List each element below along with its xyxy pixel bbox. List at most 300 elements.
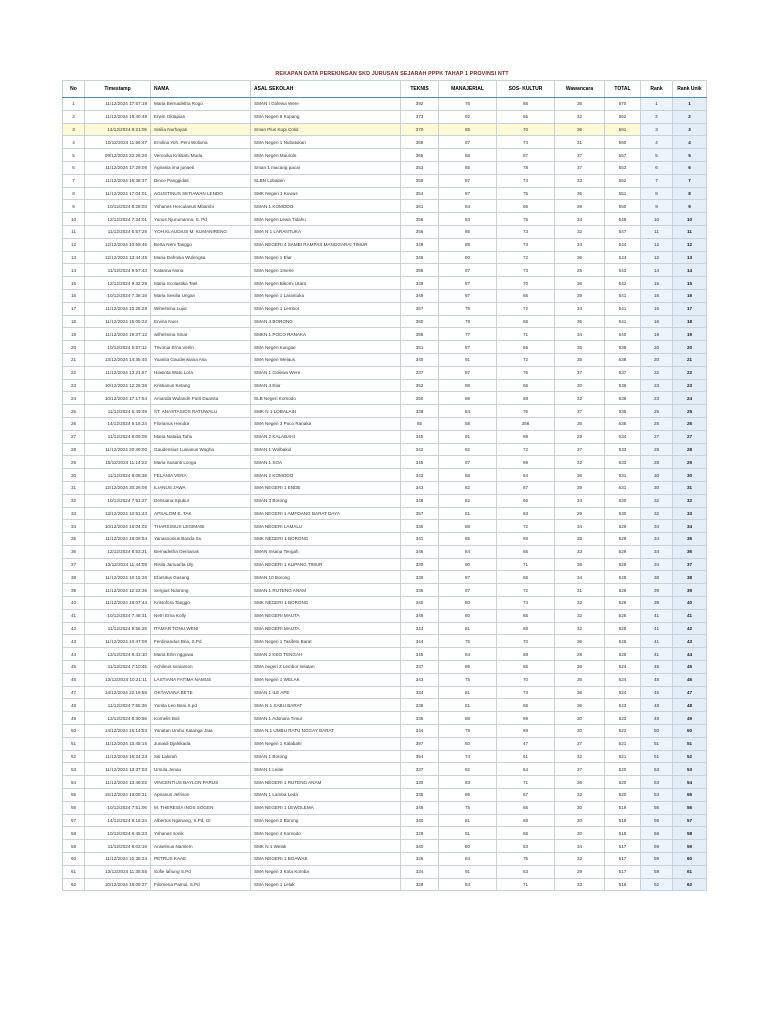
cell-no[interactable]: 18 (63, 315, 85, 328)
cell-teknis[interactable]: 335 (401, 520, 439, 533)
cell-timestamp[interactable]: 13/12/2024 10:21:11 (85, 673, 151, 686)
cell-nama[interactable]: Yunus Njurumanna, S. Pd (151, 213, 251, 226)
cell-asal-sekolah[interactable]: SMK NEGERI 1 BORONG (251, 533, 401, 546)
cell-wawancara[interactable]: 30 (555, 712, 605, 725)
cell-rank-unik[interactable]: 18 (673, 315, 707, 328)
table-row[interactable] (63, 187, 707, 200)
cell-no[interactable]: 29 (63, 456, 85, 469)
cell-nama[interactable]: Wihelmina Lujut (151, 302, 251, 315)
cell-asal-sekolah[interactable]: SMA Negeri 1 WELAK (251, 673, 401, 686)
cell-timestamp[interactable]: 11/12/2024 8:09:09 (85, 430, 151, 443)
cell-teknis[interactable]: 340 (401, 597, 439, 610)
cell-wawancara[interactable]: 38 (555, 558, 605, 571)
cell-nama[interactable]: Florianus Hendra (151, 417, 251, 430)
cell-timestamp[interactable]: 11/12/2024 13:45:15 (85, 737, 151, 750)
cell-asal-sekolah[interactable]: SMA Negeri 1 Larantuka (251, 289, 401, 302)
cell-rank[interactable]: 53 (641, 789, 673, 802)
cell-rank-unik[interactable]: 43 (673, 635, 707, 648)
cell-timestamp[interactable]: 11/12/2024 10:38:24 (85, 853, 151, 866)
cell-asal-sekolah[interactable]: SMAN 1 Lamba Leda (251, 789, 401, 802)
cell-teknis[interactable]: 85 (401, 417, 439, 430)
cell-nama[interactable]: Ervina Nuer (151, 315, 251, 328)
cell-asal-sekolah[interactable]: SMA NEGERI 1 RUTENG ANAM (251, 776, 401, 789)
cell-wawancara[interactable]: 29 (555, 507, 605, 520)
cell-wawancara[interactable]: 32 (555, 110, 605, 123)
cell-rank[interactable]: 38 (641, 571, 673, 584)
cell-rank[interactable]: 30 (641, 481, 673, 494)
cell-sos-kultur[interactable]: 72 (497, 584, 555, 597)
cell-asal-sekolah[interactable]: SMA Negeri 1 Lelak (251, 878, 401, 891)
cell-rank[interactable]: 23 (641, 392, 673, 405)
cell-sos-kultur[interactable]: 72 (497, 251, 555, 264)
cell-nama[interactable]: Yanasnosius Banda Su (151, 533, 251, 546)
cell-timestamp[interactable]: 11/12/2024 16:24:23 (85, 750, 151, 763)
cell-manajerial[interactable]: 87 (439, 341, 497, 354)
cell-manajerial[interactable]: 88 (439, 238, 497, 251)
cell-total[interactable]: 547 (605, 225, 641, 238)
header-no[interactable]: No (63, 81, 85, 98)
cell-rank[interactable]: 39 (641, 597, 673, 610)
cell-manajerial[interactable]: 78 (439, 315, 497, 328)
cell-sos-kultur[interactable]: 73 (497, 238, 555, 251)
cell-wawancara[interactable]: 36 (555, 98, 605, 111)
cell-total[interactable]: 534 (605, 430, 641, 443)
cell-wawancara[interactable]: 27 (555, 737, 605, 750)
cell-no[interactable]: 40 (63, 597, 85, 610)
cell-asal-sekolah[interactable]: SMA Negeri Bikomi Utara (251, 277, 401, 290)
cell-rank[interactable]: 39 (641, 584, 673, 597)
cell-nama[interactable]: Yonatan Umbu Katanga Jata (151, 725, 251, 738)
cell-rank[interactable]: 6 (641, 161, 673, 174)
table-row[interactable] (63, 200, 707, 213)
table-row[interactable] (63, 712, 707, 725)
cell-sos-kultur[interactable]: 68 (497, 622, 555, 635)
table-row[interactable] (63, 328, 707, 341)
cell-teknis[interactable]: 345 (401, 430, 439, 443)
cell-manajerial[interactable]: 81 (439, 507, 497, 520)
cell-manajerial[interactable]: 81 (439, 686, 497, 699)
table-row[interactable] (63, 725, 707, 738)
cell-sos-kultur[interactable]: 68 (497, 827, 555, 840)
cell-teknis[interactable]: 361 (401, 200, 439, 213)
cell-no[interactable]: 34 (63, 520, 85, 533)
cell-manajerial[interactable]: 82 (439, 443, 497, 456)
cell-teknis[interactable]: 349 (401, 289, 439, 302)
cell-wawancara[interactable]: 28 (555, 648, 605, 661)
cell-no[interactable]: 3 (63, 123, 85, 136)
cell-no[interactable]: 27 (63, 430, 85, 443)
cell-asal-sekolah[interactable]: SMA NEGERI 1 KUPANG TIMUR (251, 558, 401, 571)
cell-teknis[interactable]: 341 (401, 533, 439, 546)
cell-total[interactable]: 523 (605, 699, 641, 712)
cell-rank-unik[interactable]: 46 (673, 673, 707, 686)
cell-teknis[interactable]: 337 (401, 763, 439, 776)
cell-wawancara[interactable]: 34 (555, 571, 605, 584)
cell-timestamp[interactable]: 13/12/2024 14:35:40 (85, 353, 151, 366)
cell-rank-unik[interactable]: 57 (673, 814, 707, 827)
table-row[interactable] (63, 238, 707, 251)
cell-sos-kultur[interactable]: 71 (497, 558, 555, 571)
cell-nama[interactable]: wilhelmina Sinar (151, 328, 251, 341)
cell-wawancara[interactable]: 30 (555, 827, 605, 840)
cell-total[interactable]: 524 (605, 661, 641, 674)
cell-total[interactable]: 516 (605, 878, 641, 891)
cell-manajerial[interactable]: 84 (439, 200, 497, 213)
cell-sos-kultur[interactable]: 67 (497, 149, 555, 162)
cell-total[interactable]: 542 (605, 277, 641, 290)
cell-timestamp[interactable]: 12/12/2024 8:30:56 (85, 712, 151, 725)
cell-timestamp[interactable]: 11/12/2024 19:40:48 (85, 110, 151, 123)
cell-timestamp[interactable]: 12/12/2024 11:44:08 (85, 558, 151, 571)
cell-rank-unik[interactable]: 49 (673, 712, 707, 725)
cell-teknis[interactable]: 354 (401, 187, 439, 200)
cell-total[interactable]: 538 (605, 353, 641, 366)
cell-asal-sekolah[interactable]: SMA Negeri 1 Elar (251, 251, 401, 264)
cell-sos-kultur[interactable]: 71 (497, 776, 555, 789)
cell-teknis[interactable]: 358 (401, 264, 439, 277)
cell-manajerial[interactable]: 87 (439, 264, 497, 277)
cell-nama[interactable]: Albertus Nganang, S.Pd, Gr (151, 814, 251, 827)
cell-manajerial[interactable]: 76 (439, 98, 497, 111)
cell-sos-kultur[interactable]: 70 (497, 673, 555, 686)
table-row[interactable] (63, 136, 707, 149)
cell-wawancara[interactable]: 37 (555, 443, 605, 456)
cell-teknis[interactable]: 336 (401, 712, 439, 725)
cell-no[interactable]: 16 (63, 289, 85, 302)
table-row[interactable] (63, 123, 707, 136)
cell-asal-sekolah[interactable]: SMA N 1 LARANTUKA (251, 225, 401, 238)
cell-timestamp[interactable]: 10/12/2024 11:56:47 (85, 136, 151, 149)
cell-rank-unik[interactable]: 8 (673, 187, 707, 200)
table-row[interactable] (63, 737, 707, 750)
cell-asal-sekolah[interactable]: SMAN 1 Lelak (251, 763, 401, 776)
cell-no[interactable]: 15 (63, 277, 85, 290)
cell-rank[interactable]: 53 (641, 776, 673, 789)
cell-teknis[interactable]: 392 (401, 98, 439, 111)
cell-nama[interactable]: ITAMAR TONU WENI (151, 622, 251, 635)
cell-teknis[interactable]: 338 (401, 699, 439, 712)
cell-total[interactable]: 535 (605, 417, 641, 430)
cell-asal-sekolah[interactable]: SMA NEGERI LAMALU (251, 520, 401, 533)
header-wawancara[interactable]: Wawancara (555, 81, 605, 98)
cell-no[interactable]: 1 (63, 98, 85, 111)
cell-teknis[interactable]: 337 (401, 661, 439, 674)
cell-rank-unik[interactable]: 20 (673, 341, 707, 354)
cell-total[interactable]: 526 (605, 584, 641, 597)
cell-nama[interactable]: Yunita Leo Bani,S.pd (151, 699, 251, 712)
cell-wawancara[interactable]: 33 (555, 878, 605, 891)
cell-wawancara[interactable]: 30 (555, 814, 605, 827)
cell-teknis[interactable]: 357 (401, 302, 439, 315)
cell-timestamp[interactable]: 14/12/2024 9:16:24 (85, 417, 151, 430)
cell-teknis[interactable]: 346 (401, 545, 439, 558)
cell-total[interactable]: 525 (605, 648, 641, 661)
cell-rank-unik[interactable]: 3 (673, 123, 707, 136)
cell-total[interactable]: 520 (605, 763, 641, 776)
cell-rank[interactable]: 12 (641, 251, 673, 264)
cell-wawancara[interactable]: 32 (555, 622, 605, 635)
table-row[interactable] (63, 161, 707, 174)
cell-rank-unik[interactable]: 56 (673, 801, 707, 814)
cell-no[interactable]: 48 (63, 699, 85, 712)
cell-timestamp[interactable]: 11/12/2024 17:29:08 (85, 161, 151, 174)
cell-asal-sekolah[interactable]: SMA Negeri Kangae (251, 341, 401, 354)
cell-timestamp[interactable]: 10/12/2024 7:48:31 (85, 609, 151, 622)
cell-manajerial[interactable]: 86 (439, 789, 497, 802)
cell-timestamp[interactable]: 14/12/2024 9:16:24 (85, 814, 151, 827)
cell-teknis[interactable]: 340 (401, 840, 439, 853)
cell-asal-sekolah[interactable]: SMAN 1 Golewa Were (251, 366, 401, 379)
cell-rank-unik[interactable]: 53 (673, 763, 707, 776)
table-row[interactable] (63, 251, 707, 264)
cell-sos-kultur[interactable]: 65 (497, 110, 555, 123)
cell-wawancara[interactable]: 33 (555, 545, 605, 558)
cell-no[interactable]: 26 (63, 417, 85, 430)
cell-rank-unik[interactable]: 54 (673, 776, 707, 789)
cell-rank-unik[interactable]: 30 (673, 469, 707, 482)
cell-nama[interactable]: Sofie lahung S.Pd (151, 865, 251, 878)
cell-no[interactable]: 39 (63, 584, 85, 597)
cell-manajerial[interactable]: 87 (439, 136, 497, 149)
cell-timestamp[interactable]: 10/12/2024 12:26:36 (85, 379, 151, 392)
cell-sos-kultur[interactable]: 64 (497, 469, 555, 482)
cell-wawancara[interactable]: 36 (555, 469, 605, 482)
cell-rank[interactable]: 20 (641, 341, 673, 354)
cell-rank-unik[interactable]: 24 (673, 392, 707, 405)
cell-rank-unik[interactable]: 42 (673, 622, 707, 635)
cell-timestamp[interactable]: 11/12/2024 13:21:57 (85, 366, 151, 379)
cell-timestamp[interactable]: 10/12/2024 5:57:12 (85, 341, 151, 354)
cell-total[interactable]: 557 (605, 149, 641, 162)
cell-manajerial[interactable]: 91 (439, 430, 497, 443)
cell-manajerial[interactable]: 83 (439, 213, 497, 226)
cell-teknis[interactable]: 344 (401, 622, 439, 635)
cell-teknis[interactable]: 350 (401, 392, 439, 405)
cell-timestamp[interactable]: 11/12/2024 17:04:01 (85, 187, 151, 200)
cell-no[interactable]: 45 (63, 661, 85, 674)
cell-manajerial[interactable]: 87 (439, 584, 497, 597)
cell-sos-kultur[interactable]: 47 (497, 737, 555, 750)
cell-rank[interactable]: 16 (641, 302, 673, 315)
cell-sos-kultur[interactable]: 72 (497, 520, 555, 533)
cell-wawancara[interactable]: 36 (555, 673, 605, 686)
cell-asal-sekolah[interactable]: SMA Negeri 1 Nubatukan (251, 136, 401, 149)
cell-timestamp[interactable]: 11/12/2024 19:37:12 (85, 328, 151, 341)
table-row[interactable] (63, 635, 707, 648)
cell-nama[interactable]: Maria Bernadetha Rogo (151, 98, 251, 111)
cell-rank[interactable]: 51 (641, 737, 673, 750)
cell-asal-sekolah[interactable]: SMK N 1 LOBALAIN (251, 405, 401, 418)
cell-timestamp[interactable]: 11/12/2024 17:57:19 (85, 98, 151, 111)
cell-no[interactable]: 14 (63, 264, 85, 277)
cell-wawancara[interactable]: 35 (555, 341, 605, 354)
cell-total[interactable]: 560 (605, 136, 641, 149)
cell-no[interactable]: 19 (63, 328, 85, 341)
cell-rank[interactable]: 59 (641, 840, 673, 853)
cell-rank-unik[interactable]: 7 (673, 174, 707, 187)
table-row[interactable] (63, 840, 707, 853)
cell-rank-unik[interactable]: 45 (673, 661, 707, 674)
table-row[interactable] (63, 213, 707, 226)
cell-manajerial[interactable]: 80 (439, 840, 497, 853)
cell-no[interactable]: 54 (63, 776, 85, 789)
cell-timestamp[interactable]: 11/12/2024 7:10:45 (85, 661, 151, 674)
cell-asal-sekolah[interactable]: SMA NEGERI 1 BOAWAE (251, 853, 401, 866)
cell-asal-sekolah[interactable]: SMA Negeri 3 Poco Ranaka (251, 417, 401, 430)
cell-wawancara[interactable]: 39 (555, 289, 605, 302)
cell-sos-kultur[interactable]: 70 (497, 123, 555, 136)
table-row[interactable] (63, 366, 707, 379)
cell-total[interactable]: 544 (605, 251, 641, 264)
table-row[interactable] (63, 469, 707, 482)
cell-nama[interactable]: ILIANUS JAWA (151, 481, 251, 494)
cell-timestamp[interactable]: 12/12/2024 8:43:10 (85, 648, 151, 661)
cell-teknis[interactable]: 349 (401, 277, 439, 290)
cell-wawancara[interactable]: 30 (555, 379, 605, 392)
cell-nama[interactable]: Kristofora Tanggo (151, 597, 251, 610)
cell-rank[interactable]: 28 (641, 443, 673, 456)
cell-timestamp[interactable]: 10/12/2024 18:09:27 (85, 878, 151, 891)
cell-rank-unik[interactable]: 52 (673, 750, 707, 763)
cell-no[interactable]: 60 (63, 853, 85, 866)
cell-asal-sekolah[interactable]: SMA Negeri Maurole (251, 149, 401, 162)
cell-total[interactable]: 562 (605, 110, 641, 123)
cell-wawancara[interactable]: 32 (555, 609, 605, 622)
cell-wawancara[interactable]: 30 (555, 801, 605, 814)
cell-total[interactable]: 530 (605, 494, 641, 507)
cell-teknis[interactable]: 328 (401, 878, 439, 891)
cell-nama[interactable]: Maria Sesilia Ungan (151, 289, 251, 302)
cell-asal-sekolah[interactable]: SMA NEGERI MAUTA (251, 622, 401, 635)
cell-manajerial[interactable]: 87 (439, 571, 497, 584)
cell-wawancara[interactable]: 36 (555, 123, 605, 136)
table-row[interactable] (63, 481, 707, 494)
cell-wawancara[interactable]: 25 (555, 264, 605, 277)
cell-rank-unik[interactable]: 26 (673, 417, 707, 430)
table-row[interactable] (63, 341, 707, 354)
cell-teknis[interactable]: 342 (401, 443, 439, 456)
cell-asal-sekolah[interactable]: SMAN 10 Borong (251, 571, 401, 584)
header-rank-unik[interactable]: Rank Unik (673, 81, 707, 98)
cell-timestamp[interactable]: 11/12/2024 10:26:28 (85, 302, 151, 315)
cell-no[interactable]: 20 (63, 341, 85, 354)
cell-nama[interactable]: Yohanes Herculanus Mbambi (151, 200, 251, 213)
header-total[interactable]: TOTAL (605, 81, 641, 98)
table-row[interactable] (63, 110, 707, 123)
cell-teknis[interactable]: 346 (401, 251, 439, 264)
cell-sos-kultur[interactable]: 74 (497, 597, 555, 610)
cell-nama[interactable]: Yoanita Gaudensiana Asa (151, 353, 251, 366)
cell-rank-unik[interactable]: 48 (673, 699, 707, 712)
cell-total[interactable]: 517 (605, 865, 641, 878)
cell-no[interactable]: 32 (63, 494, 85, 507)
cell-nama[interactable]: Junaidi Djahikada (151, 737, 251, 750)
cell-nama[interactable]: Kristianus Ketang (151, 379, 251, 392)
cell-asal-sekolah[interactable]: SMA Negeri 8 Kupang (251, 110, 401, 123)
cell-manajerial[interactable]: 87 (439, 366, 497, 379)
cell-rank[interactable]: 48 (641, 712, 673, 725)
cell-asal-sekolah[interactable]: SMA Negeri 1 Kalabahi (251, 737, 401, 750)
cell-sos-kultur[interactable]: 65 (497, 341, 555, 354)
cell-wawancara[interactable]: 35 (555, 315, 605, 328)
cell-manajerial[interactable]: 88 (439, 520, 497, 533)
cell-sos-kultur[interactable]: 75 (497, 187, 555, 200)
cell-asal-sekolah[interactable]: SMAN 3 Elar (251, 379, 401, 392)
cell-timestamp[interactable]: 10/12/2024 6:45:23 (85, 827, 151, 840)
cell-manajerial[interactable]: 92 (439, 110, 497, 123)
cell-rank-unik[interactable]: 27 (673, 430, 707, 443)
cell-nama[interactable]: ST. ANASTASIOS RATUWALU (151, 405, 251, 418)
cell-total[interactable]: 538 (605, 341, 641, 354)
cell-asal-sekolah[interactable]: SMAN I Golewa Were (251, 98, 401, 111)
cell-no[interactable]: 6 (63, 161, 85, 174)
cell-asal-sekolah[interactable]: SMAN 2 KALABAHI (251, 430, 401, 443)
cell-manajerial[interactable]: 88 (439, 379, 497, 392)
cell-timestamp[interactable]: 14/12/2024 22:19:55 (85, 686, 151, 699)
cell-rank[interactable]: 10 (641, 213, 673, 226)
cell-rank[interactable]: 56 (641, 814, 673, 827)
cell-sos-kultur[interactable]: 72 (497, 443, 555, 456)
cell-nama[interactable]: Densiana Spukur (151, 494, 251, 507)
table-row[interactable] (63, 417, 707, 430)
cell-rank[interactable]: 12 (641, 238, 673, 251)
cell-manajerial[interactable]: 77 (439, 328, 497, 341)
cell-total[interactable]: 517 (605, 853, 641, 866)
cell-rank-unik[interactable]: 1 (673, 98, 707, 111)
cell-manajerial[interactable]: 80 (439, 597, 497, 610)
cell-timestamp[interactable]: 11/12/2024 6:49:49 (85, 405, 151, 418)
cell-asal-sekolah[interactable]: SMAN 1 RUTENG ANAM (251, 584, 401, 597)
cell-teknis[interactable]: 349 (401, 238, 439, 251)
cell-manajerial[interactable]: 82 (439, 494, 497, 507)
cell-sos-kultur[interactable]: 69 (497, 456, 555, 469)
cell-total[interactable]: 544 (605, 238, 641, 251)
cell-timestamp[interactable]: 09/12/2024 22:26:26 (85, 149, 151, 162)
cell-rank-unik[interactable]: 13 (673, 251, 707, 264)
cell-manajerial[interactable]: 80 (439, 609, 497, 622)
cell-total[interactable]: 529 (605, 558, 641, 571)
cell-asal-sekolah[interactable]: Sman 1 macang pacar (251, 161, 401, 174)
cell-manajerial[interactable]: 90 (439, 251, 497, 264)
cell-timestamp[interactable]: 14/12/2024 9:21:05 (85, 123, 151, 136)
cell-rank[interactable]: 20 (641, 353, 673, 366)
header-sos-kultur[interactable]: SOS- KULTUR (497, 81, 555, 98)
cell-asal-sekolah[interactable]: SMAN Insana Tengah (251, 545, 401, 558)
cell-sos-kultur[interactable]: 69 (497, 712, 555, 725)
cell-asal-sekolah[interactable]: SMA Negeri 4 Komodo (251, 827, 401, 840)
cell-asal-sekolah[interactable]: SMAN 1 Wolbakul (251, 443, 401, 456)
cell-wawancara[interactable]: 36 (555, 699, 605, 712)
cell-manajerial[interactable]: 87 (439, 174, 497, 187)
cell-nama[interactable]: Kornelis Boli (151, 712, 251, 725)
cell-teknis[interactable]: 352 (401, 379, 439, 392)
cell-manajerial[interactable]: 83 (439, 776, 497, 789)
cell-timestamp[interactable]: 12/12/2024 20:26:08 (85, 481, 151, 494)
cell-rank[interactable]: 1 (641, 98, 673, 111)
cell-teknis[interactable]: 339 (401, 571, 439, 584)
cell-sos-kultur[interactable]: 68 (497, 533, 555, 546)
cell-rank-unik[interactable]: 10 (673, 213, 707, 226)
cell-manajerial[interactable]: 88 (439, 712, 497, 725)
cell-no[interactable]: 35 (63, 533, 85, 546)
cell-manajerial[interactable]: 85 (439, 123, 497, 136)
table-row[interactable] (63, 289, 707, 302)
cell-teknis[interactable]: 351 (401, 341, 439, 354)
cell-asal-sekolah[interactable]: SMA NEGERI 4 SAMBI RAMPAS MANGGARAI TIMUR (251, 238, 401, 251)
cell-rank[interactable]: 28 (641, 456, 673, 469)
cell-sos-kultur[interactable]: 67 (497, 789, 555, 802)
cell-timestamp[interactable]: 11/12/2024 9:57:43 (85, 264, 151, 277)
